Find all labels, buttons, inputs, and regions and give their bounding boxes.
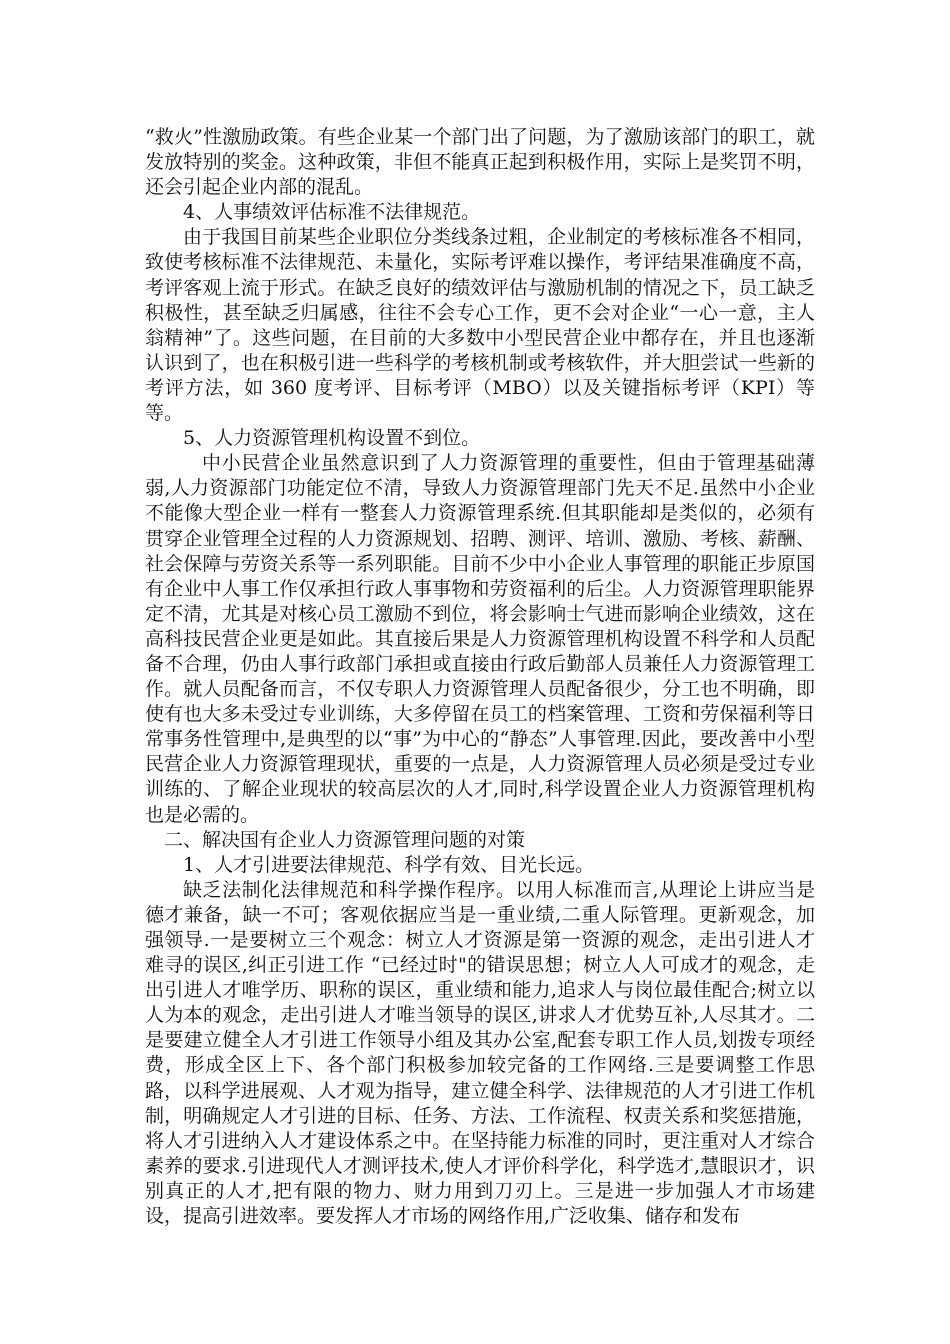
section-heading-countermeasures: 二、解决国有企业人力资源管理问题的对策: [164, 828, 526, 851]
heading-talent-introduction: 1、人才引进要法律规范、科学有效、目光长远。: [183, 853, 595, 876]
paragraph-performance-standards: 由于我国目前某些企业职位分类线条过粗，企业制定的考核标准各不相同，致使考核标准不法律规范、未量化，实际考评难以操作，考评结果准确度不高，考评客观上流于形式。在缺乏良好的绩效评估与激励机制的情况之下，员工缺乏积极性，甚至缺乏归属感，往往不会专心工作，更不会对企业“一心一意，主人翁精神”了。这些问题，在目前的大多数中小型民营企业中都存在，并且也逐渐认识到了，也在积极引进一些科学的考核机制或考核软件，并大胆尝试一些新的考评方法，如 360 度考评、目标考评（MBO）以及关键指标考评（KPI）等等。: [145, 226, 815, 425]
paragraph-talent-introduction: 缺乏法制化法律规范和科学操作程序。以用人标准而言,从理论上讲应当是德才兼备，缺一不可；客观依据应当是一重业绩,二重人际管理。更新观念，加强领导.一是要树立三个观念：树立人才资源是第一资源的观念，走出引进人才难寻的误区,纠正引进工作 “已经过时"的错误思想；树立人人可成才的观念，走出引进人才唯学历、职称的误区，重业绩和能力,追求人与岗位最佳配合;树立以人为本的观念，走出引进人才唯当领导的误区,讲求人才优势互补,人尽其才。二是要建立健全人才引进工作领导小组及其办公室,配套专职工作人员,划拨专项经费，形成全区上下、各个部门积极参加较完备的工作网络.三是要调整工作思路，以科学进展观、人才观为指导，建立健全科学、法律规范的人才引进工作机制，明确规定人才引进的目标、任务、方法、工作流程、权责关系和奖惩措施，将人才引进纳入人才建设体系之中。在坚持能力标准的同时，更注重对人才综合素养的要求.引进现代人才测评技术,使人才评价科学化，科学选才,慧眼识才，识别真正的人才,把有限的物力、财力用到刀刃上。三是进一步加强人才市场建设，提高引进效率。要发挥人才市场的网络作用,广泛收集、储存和发布: [145, 878, 815, 1228]
heading-hr-organization: 5、人力资源管理机构设置不到位。: [183, 427, 481, 450]
paragraph-incentive-policy: “救火”性激励政策。有些企业某一个部门出了问题，为了激励该部门的职工，就发放特别的奖金。这种政策，非但不能真正起到积极作用，实际上是奖罚不明，还会引起企业内部的混乱。: [145, 126, 815, 199]
document-body: [145, 125, 815, 1229]
heading-performance-standards: 4、人事绩效评估标准不法律规范。: [183, 201, 481, 224]
paragraph-hr-organization: 中小民营企业虽然意识到了人力资源管理的重要性，但由于管理基础薄弱,人力资源部门功能定位不清，导致人力资源管理部门先天不足.虽然中小企业不能像大型企业一样有一整套人力资源管理系统.但其职能却是类似的，必须有贯穿企业管理全过程的人力资源规划、招聘、测评、培训、激励、考核、薪酬、社会保障与劳资关系等一系列职能。目前不少中小企业人事管理的职能正步原国有企业中人事工作仅承担行政人事事物和劳资福利的后尘。人力资源管理职能界定不清，尤其是对核心员工激励不到位，将会影响士气进而影响企业绩效，这在高科技民营企业更是如此。其直接后果是人力资源管理机构设置不科学和人员配备不合理，仍由人事行政部门承担或直接由行政后勤部人员兼任人力资源管理工作。就人员配备而言，不仅专职人力资源管理人员配备很少，分工也不明确，即使有也大多未受过专业训练，大多停留在员工的档案管理、工资和劳保福利等日常事务性管理中,是典型的以“事”为中心的“静态”人事管理.因此，要改善中小型民营企业人力资源管理现状，重要的一点是，人力资源管理人员必须是受过专业训练的、了解企业现状的较高层次的人才,同时,科学设置企业人力资源管理机构也是必需的。: [145, 452, 815, 826]
